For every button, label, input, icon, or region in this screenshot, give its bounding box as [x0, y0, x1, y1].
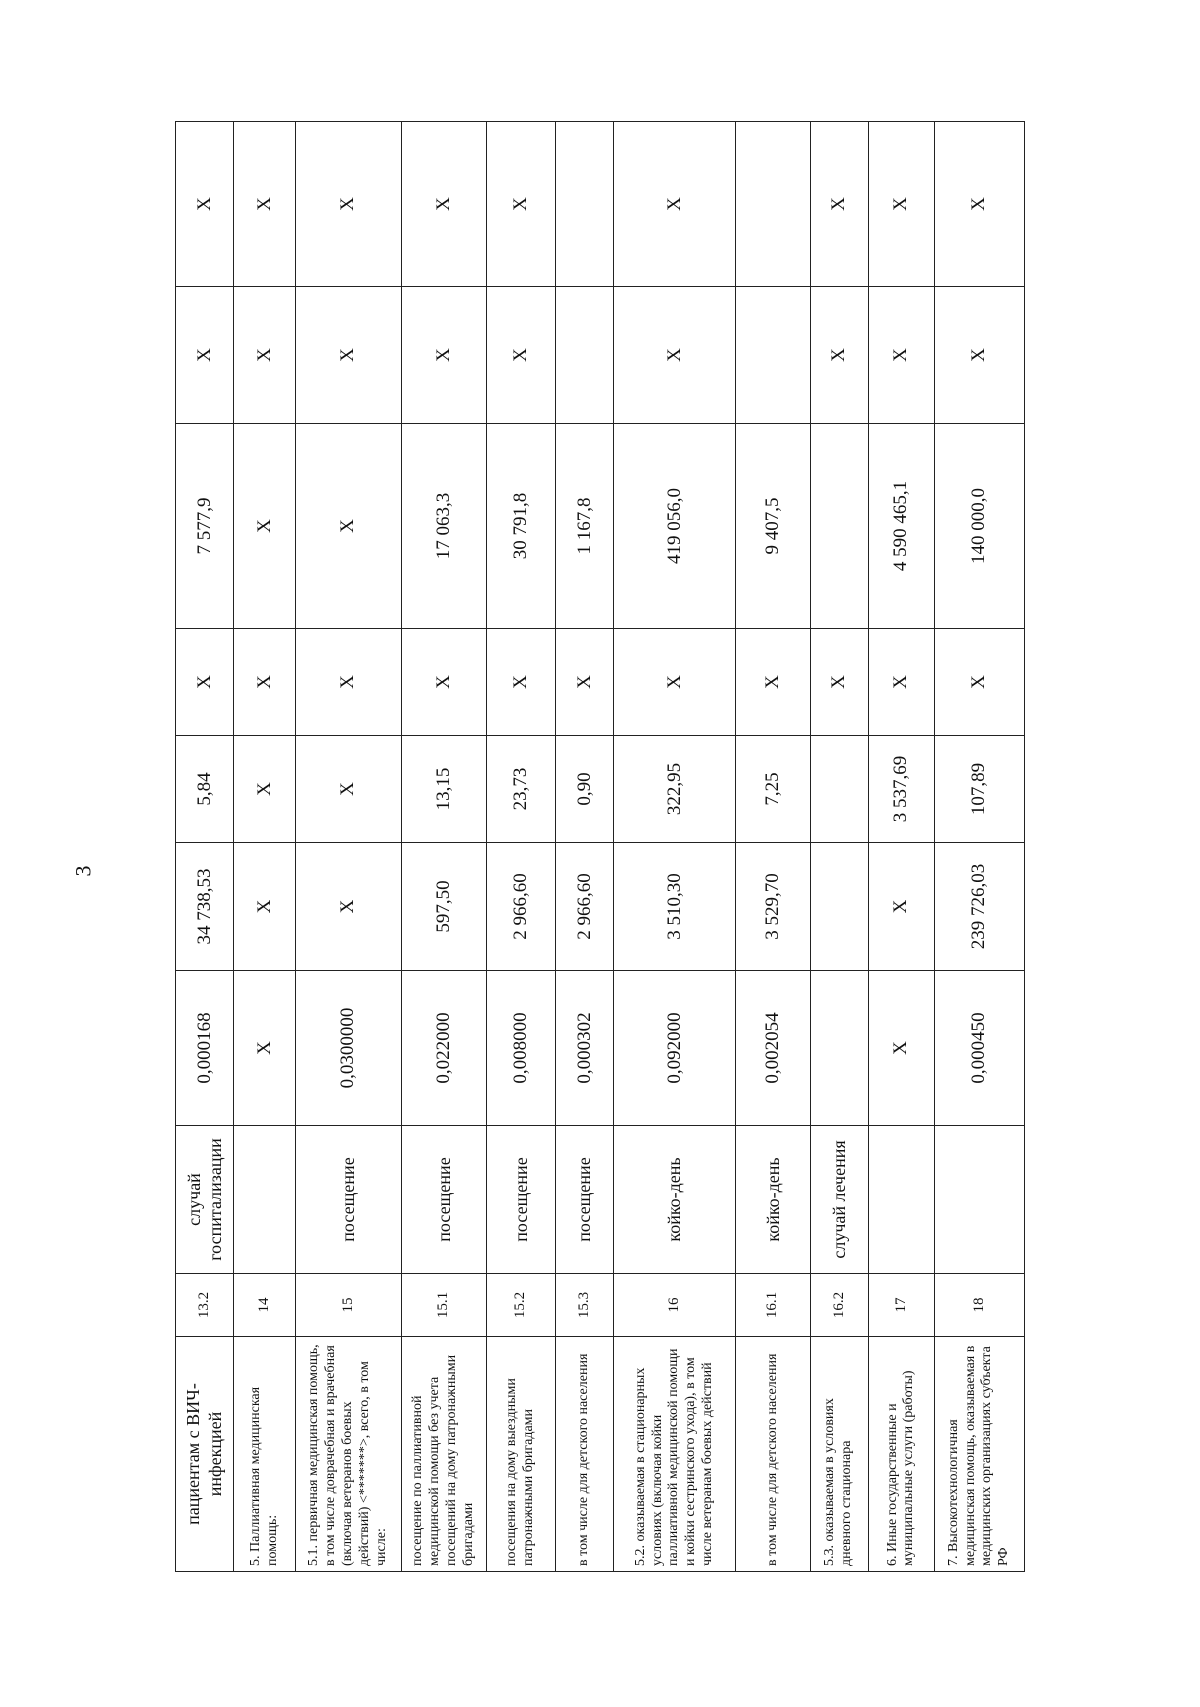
- cell-v3: X: [234, 736, 296, 843]
- cell-v3: 3 537,69: [868, 736, 934, 843]
- row-unit: [234, 1126, 296, 1274]
- table-row: [934, 122, 1024, 1572]
- cell-v3: 322,95: [614, 736, 736, 843]
- cell-v4: X: [295, 629, 401, 736]
- cell-v1: 0,092000: [614, 971, 736, 1126]
- row-unit: койко-день: [614, 1126, 736, 1274]
- row-name: 5.3. оказываемая в условиях дневного стационара: [810, 1337, 868, 1572]
- cell-v1: 0,000302: [555, 971, 613, 1126]
- cell-v5: 7 577,9: [176, 424, 234, 629]
- cell-v2: X: [234, 843, 296, 971]
- cell-v7: X: [295, 122, 401, 287]
- row-number: 16.1: [736, 1274, 810, 1337]
- row-name: посещения на дому выездными патронажными бригадами: [486, 1337, 555, 1572]
- cell-v6: X: [402, 287, 487, 424]
- cell-v2: 2 966,60: [555, 843, 613, 971]
- cell-v3: 0,90: [555, 736, 613, 843]
- cell-v2: 3 510,30: [614, 843, 736, 971]
- row-number: 15: [295, 1274, 401, 1337]
- cell-v7: X: [934, 122, 1024, 287]
- cell-v5: 17 063,3: [402, 424, 487, 629]
- cell-v7: X: [614, 122, 736, 287]
- table-row: [234, 122, 296, 1572]
- cell-v3: X: [295, 736, 401, 843]
- table-row: [295, 122, 401, 1572]
- table-row: [736, 122, 810, 1572]
- cell-v6: X: [810, 287, 868, 424]
- row-number: 15.1: [402, 1274, 487, 1337]
- row-name: пациентам с ВИЧ-инфекцией: [176, 1337, 234, 1572]
- cell-v1: 0,000168: [176, 971, 234, 1126]
- row-number: 13.2: [176, 1274, 234, 1337]
- cell-v3: 7,25: [736, 736, 810, 843]
- cell-v5: 4 590 465,1: [868, 424, 934, 629]
- cell-v4: X: [486, 629, 555, 736]
- cell-v7: X: [234, 122, 296, 287]
- cell-v6: [555, 287, 613, 424]
- cell-v2: [810, 843, 868, 971]
- row-unit: случай госпитализации: [176, 1126, 234, 1274]
- row-number: 16: [614, 1274, 736, 1337]
- table-row: [402, 122, 487, 1572]
- cell-v5: X: [295, 424, 401, 629]
- row-name: в том числе для детского населения: [736, 1337, 810, 1572]
- cell-v4: X: [614, 629, 736, 736]
- page-number: 3: [70, 865, 96, 877]
- cell-v7: X: [810, 122, 868, 287]
- cell-v2: 239 726,03: [934, 843, 1024, 971]
- cell-v4: X: [934, 629, 1024, 736]
- table-row: [555, 122, 613, 1572]
- row-unit: случай лечения: [810, 1126, 868, 1274]
- cell-v6: X: [934, 287, 1024, 424]
- table-row: [486, 122, 555, 1572]
- row-number: 15.3: [555, 1274, 613, 1337]
- cell-v5: 9 407,5: [736, 424, 810, 629]
- data-table: [175, 121, 1025, 1572]
- cell-v1: X: [234, 971, 296, 1126]
- cell-v5: 30 791,8: [486, 424, 555, 629]
- cell-v3: 23,73: [486, 736, 555, 843]
- cell-v6: [736, 287, 810, 424]
- row-unit: посещение: [555, 1126, 613, 1274]
- cell-v5: 1 167,8: [555, 424, 613, 629]
- cell-v7: X: [486, 122, 555, 287]
- cell-v4: X: [555, 629, 613, 736]
- cell-v4: X: [234, 629, 296, 736]
- row-name: 5. Паллиативная медицинская помощь:: [234, 1337, 296, 1572]
- rotated-table-wrapper: [175, 122, 1025, 1572]
- cell-v1: 0,000450: [934, 971, 1024, 1126]
- row-number: 14: [234, 1274, 296, 1337]
- row-unit: посещение: [402, 1126, 487, 1274]
- cell-v2: 3 529,70: [736, 843, 810, 971]
- cell-v4: X: [402, 629, 487, 736]
- cell-v6: X: [234, 287, 296, 424]
- cell-v4: X: [810, 629, 868, 736]
- cell-v6: X: [295, 287, 401, 424]
- cell-v2: X: [295, 843, 401, 971]
- table-row: [810, 122, 868, 1572]
- row-unit: [868, 1126, 934, 1274]
- row-unit: койко-день: [736, 1126, 810, 1274]
- row-name: в том числе для детского населения: [555, 1337, 613, 1572]
- cell-v1: 0,002054: [736, 971, 810, 1126]
- cell-v5: [810, 424, 868, 629]
- table-row: [614, 122, 736, 1572]
- row-unit: [934, 1126, 1024, 1274]
- cell-v6: X: [176, 287, 234, 424]
- cell-v1: [810, 971, 868, 1126]
- row-name: 7. Высокотехнологичная медицинская помощь, оказываемая в медицинских организациях субъекта РФ: [934, 1337, 1024, 1572]
- cell-v6: X: [614, 287, 736, 424]
- cell-v1: 0,008000: [486, 971, 555, 1126]
- table-row: [868, 122, 934, 1572]
- cell-v3: 5,84: [176, 736, 234, 843]
- cell-v7: [555, 122, 613, 287]
- cell-v1: X: [868, 971, 934, 1126]
- cell-v7: X: [176, 122, 234, 287]
- cell-v3: 107,89: [934, 736, 1024, 843]
- cell-v4: X: [736, 629, 810, 736]
- row-name: 6. Иные государственные и муниципальные услуги (работы): [868, 1337, 934, 1572]
- cell-v3: [810, 736, 868, 843]
- row-number: 18: [934, 1274, 1024, 1337]
- row-number: 15.2: [486, 1274, 555, 1337]
- cell-v7: X: [402, 122, 487, 287]
- cell-v7: X: [868, 122, 934, 287]
- cell-v2: 597,50: [402, 843, 487, 971]
- row-unit: посещение: [295, 1126, 401, 1274]
- cell-v6: X: [486, 287, 555, 424]
- cell-v4: X: [176, 629, 234, 736]
- row-name: 5.1. первичная медицинская помощь, в том числе доврачебная и врачебная (включая ветеранов боевых действий) <*******>, всего, в том числе:: [295, 1337, 401, 1572]
- cell-v5: 140 000,0: [934, 424, 1024, 629]
- cell-v5: 419 056,0: [614, 424, 736, 629]
- cell-v2: X: [868, 843, 934, 971]
- row-name: посещение по паллиативной медицинской помощи без учета посещений на дому патронажными бригадами: [402, 1337, 487, 1572]
- cell-v4: X: [868, 629, 934, 736]
- cell-v6: X: [868, 287, 934, 424]
- row-name: 5.2. оказываемая в стационарных условиях (включая койки паллиативной медицинской помощи и койки сестринского ухода), в том числе ветеранам боевых действий: [614, 1337, 736, 1572]
- cell-v1: 0,022000: [402, 971, 487, 1126]
- row-number: 16.2: [810, 1274, 868, 1337]
- row-unit: посещение: [486, 1126, 555, 1274]
- cell-v2: 2 966,60: [486, 843, 555, 971]
- cell-v3: 13,15: [402, 736, 487, 843]
- row-number: 17: [868, 1274, 934, 1337]
- cell-v7: [736, 122, 810, 287]
- cell-v2: 34 738,53: [176, 843, 234, 971]
- cell-v1: 0,0300000: [295, 971, 401, 1126]
- table-row: [176, 122, 234, 1572]
- cell-v5: X: [234, 424, 296, 629]
